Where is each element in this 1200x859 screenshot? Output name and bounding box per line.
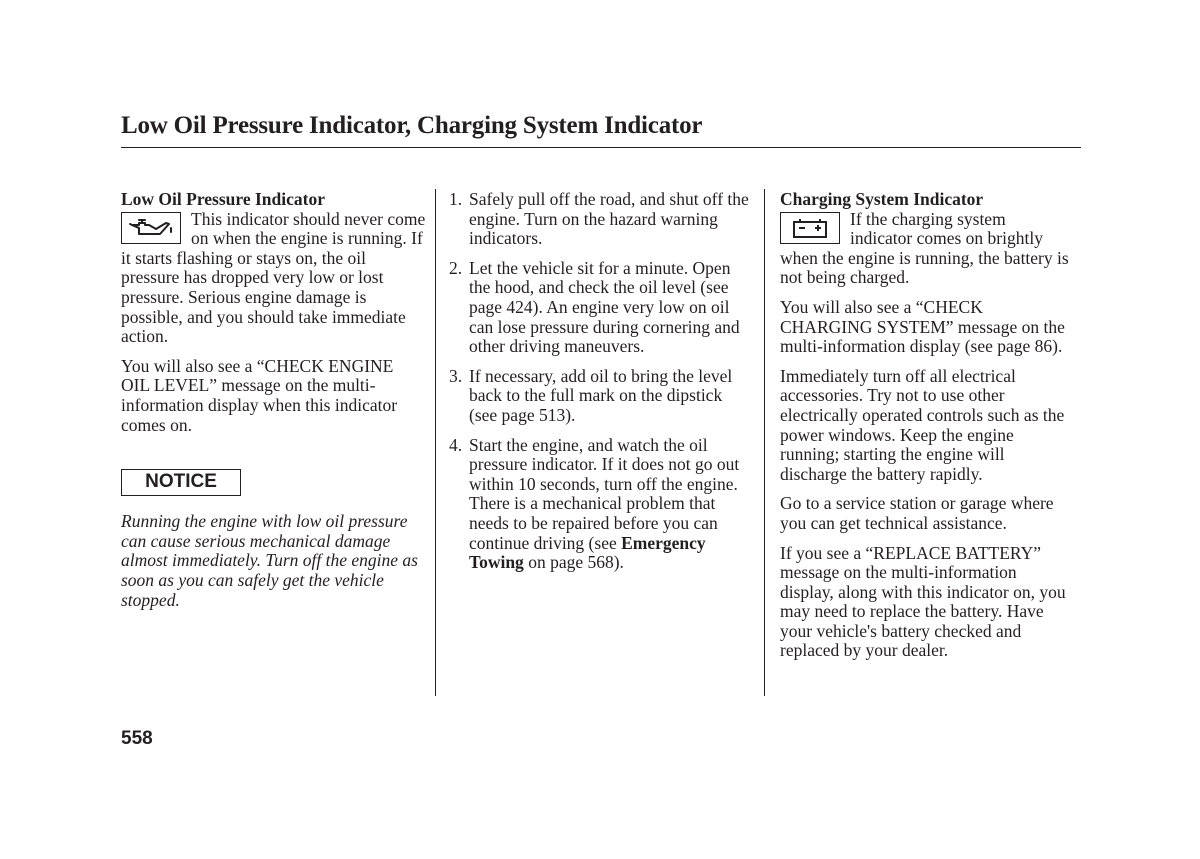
oil-can-icon [121,212,181,244]
list-item: 1. Safely pull off the road, and shut off the engine. Turn on the hazard warning indicators. [449,189,749,249]
service-station-note: Go to a service station or garage where you can get technical assistance. [780,493,1054,533]
turn-off-accessories-note: Immediately turn off all electrical accessories. Try not to use other electrically operated controls such as the power windows. Keep the engine running; starting the engine will discharge the battery rapidly. [780,365,1065,484]
column-divider-right [764,189,765,696]
list-item: 2. Let the vehicle sit for a minute. Open the hood, and check the oil level (see page 424). An engine very low on oil can lose pressure during cornering and other driving maneuvers. [449,257,740,357]
right-column [780,190,1072,671]
emergency-towing-reference: Emergency Towing [469,532,706,573]
low-oil-pressure-heading: Low Oil Pressure Indicator [121,189,326,209]
check-charging-system-note: You will also see a “CHECK CHARGING SYSTEM” message on the multi-information display (see page 86). [780,296,1065,357]
left-column [121,190,426,620]
column-divider-left [435,189,436,696]
middle-column [449,190,754,583]
list-item: 3. If necessary, add oil to bring the level back to the full mark on the dipstick (see page 513). [449,365,733,425]
steps-list [449,190,754,573]
page-number: 558 [121,728,153,749]
low-oil-pressure-description: This indicator should never come on when the engine is running. If it starts flashing or stays on, the oil pressure has dropped very low or lost pressure. Serious engine damage is possible, and you should take immediate action. [121,208,426,347]
replace-battery-note: If you see a “REPLACE BATTERY” message on the multi-information display, along with this indicator on, you may need to replace the battery. Have your vehicle's battery checked and replaced by your dealer. [780,542,1066,661]
battery-icon [780,212,840,244]
charging-system-heading: Charging System Indicator [780,189,984,209]
charging-system-description: If the charging system indicator comes on brightly when the engine is running, the battery is not being charged. [780,208,1069,288]
check-engine-oil-level-note: You will also see a “CHECK ENGINE OIL LEVEL” message on the multi-information display when this indicator comes on. [121,355,398,435]
page-title: Low Oil Pressure Indicator, Charging System Indicator [121,112,703,139]
title-divider [121,147,1081,148]
list-item: 4. Start the engine, and watch the oil pressure indicator. If it does not go out within 10 seconds, turn off the engine. There is a mechanical problem that needs to be repaired before you can continue driving (see Emergency Towing on page 568). [449,434,740,573]
notice-label: NOTICE [121,469,241,496]
notice-text: Running the engine with low oil pressure can cause serious mechanical damage almost immediately. Turn off the engine as soon as you can safely get the vehicle stopped. [121,511,418,610]
